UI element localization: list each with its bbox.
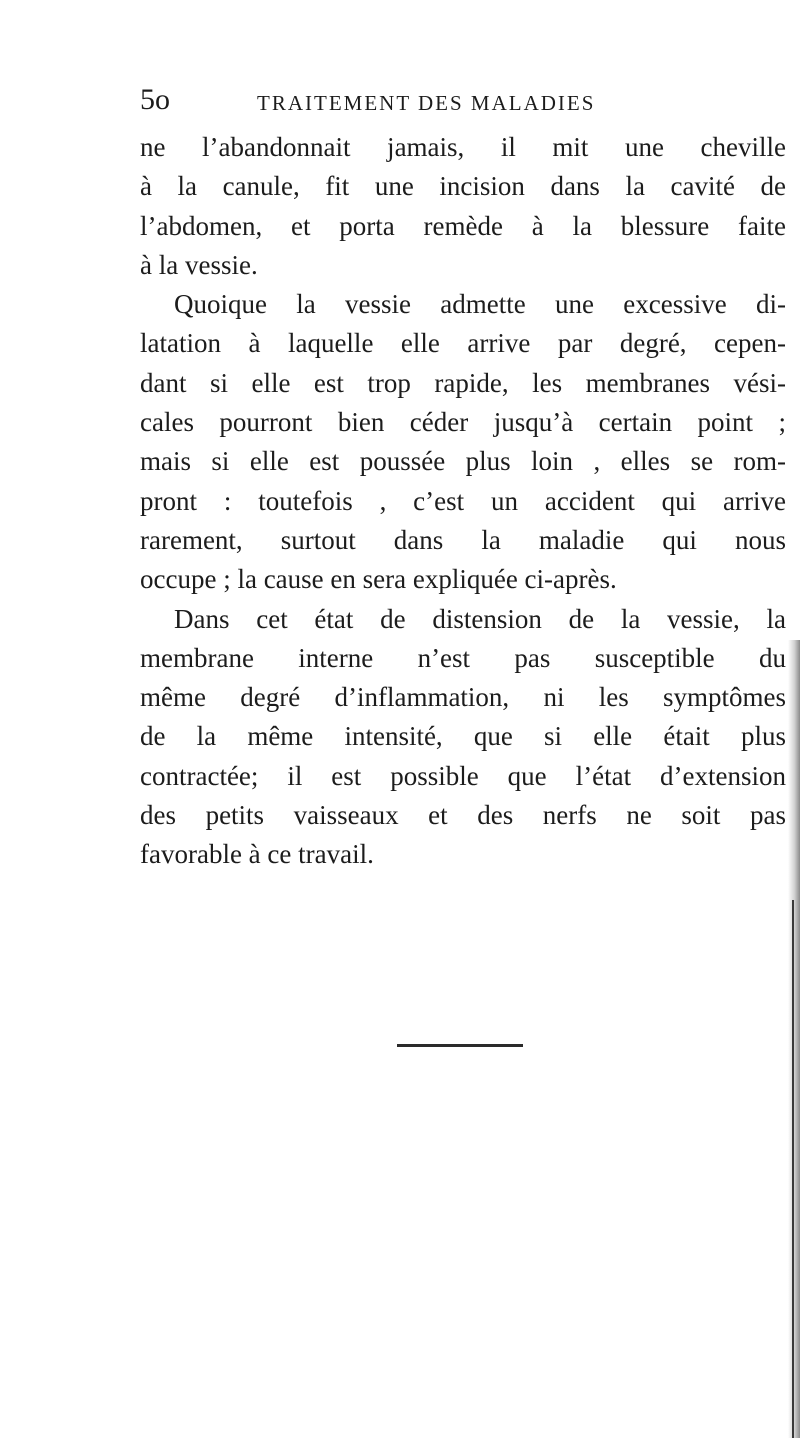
- text-line: l’abdomen, et porta remède à la blessure faite: [140, 210, 786, 241]
- text-line: membrane interne n’est pas susceptible du: [140, 642, 786, 673]
- page-edge-shadow: [788, 640, 800, 1438]
- text-line: pront : toutefois , c’est un accident qui arrive: [140, 485, 786, 516]
- text-line: Quoique la vessie admette une excessive di-: [174, 289, 786, 320]
- paragraph-1: [140, 128, 786, 285]
- text-line: occupe ; la cause en sera expliquée ci-après.: [140, 564, 617, 595]
- paragraph-2: [140, 285, 786, 599]
- text-line: contractée; il est possible que l’état d’extension: [140, 760, 786, 791]
- text-line: latation à laquelle elle arrive par degré, cepen-: [140, 328, 786, 359]
- page-number: 5o: [140, 83, 170, 116]
- running-head: TRAITEMENT DES MALADIES: [257, 91, 596, 115]
- page-edge-line: [792, 900, 794, 1438]
- text-line: même degré d’inflammation, ni les symptômes: [140, 682, 786, 713]
- text-line: dant si elle est trop rapide, les membranes vési-: [140, 367, 786, 398]
- text-line: à la vessie.: [140, 249, 258, 280]
- text-line: des petits vaisseaux et des nerfs ne soit pas: [140, 800, 786, 831]
- text-line: ne l’abandonnait jamais, il mit une cheville: [140, 132, 786, 162]
- text-line: à la canule, fit une incision dans la cavité de: [140, 171, 786, 202]
- text-line: rarement, surtout dans la maladie qui nous: [140, 524, 786, 555]
- text-line: favorable à ce travail.: [140, 839, 374, 870]
- paragraph-3: [140, 600, 786, 875]
- text-line: mais si elle est poussée plus loin , elles se rom-: [140, 446, 786, 477]
- text-line: Dans cet état de distension de la vessie, la: [174, 603, 786, 634]
- section-separator-rule: [397, 1044, 523, 1047]
- body-text: [140, 128, 786, 875]
- text-line: cales pourront bien céder jusqu’à certain point ;: [140, 407, 786, 438]
- text-line: de la même intensité, que si elle était plus: [140, 721, 786, 752]
- page-header: [140, 82, 800, 118]
